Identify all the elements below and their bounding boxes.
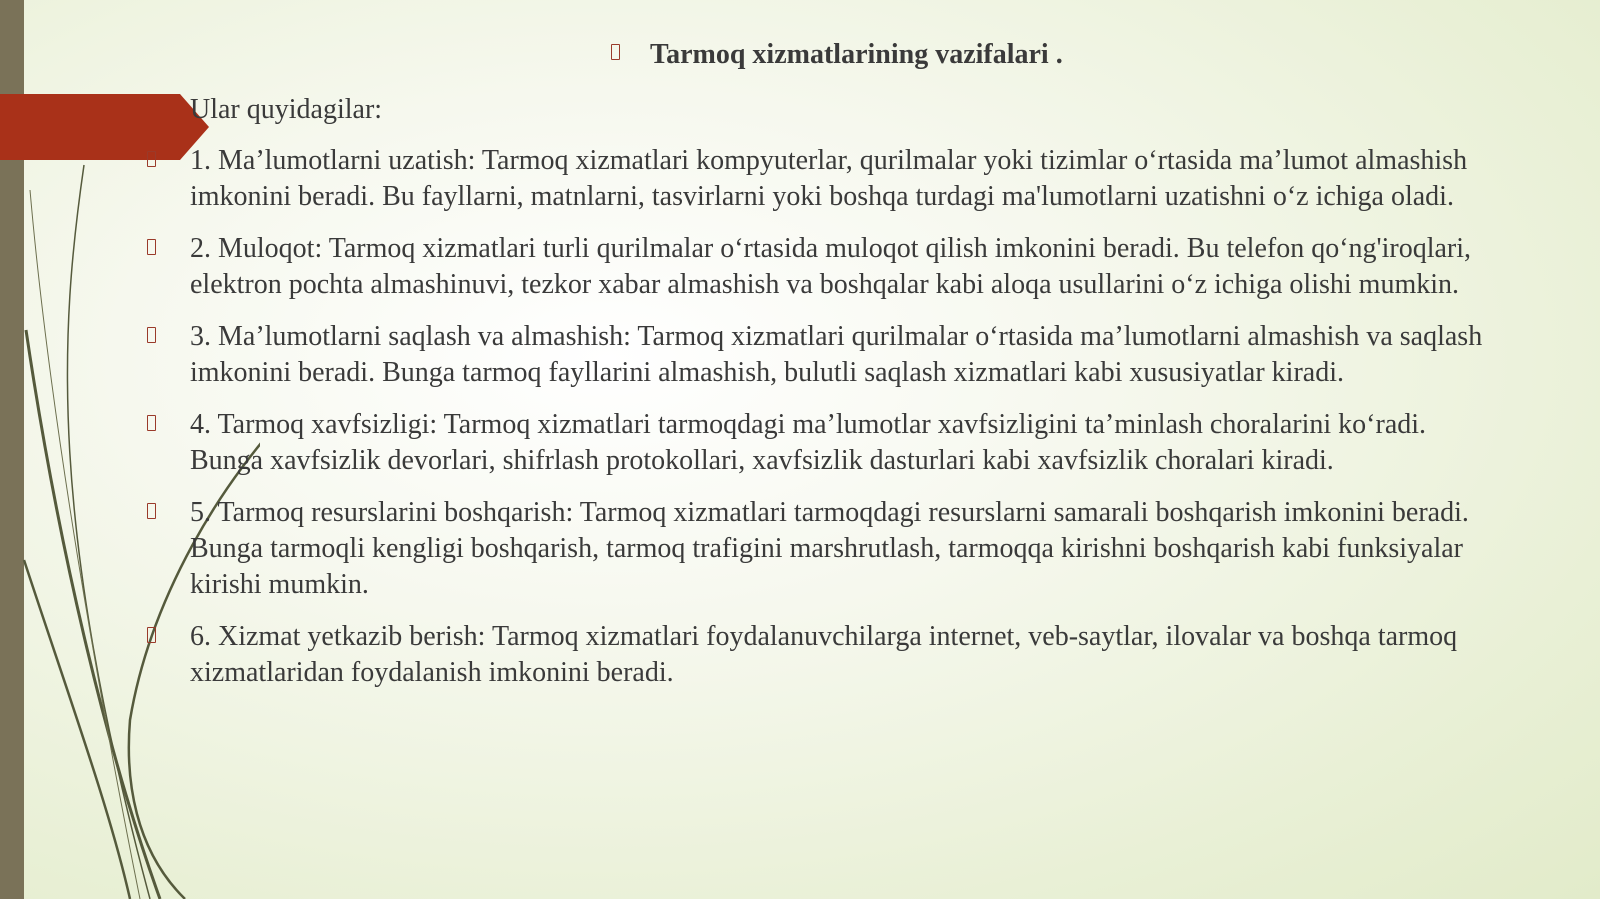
red-arrow-banner (0, 94, 209, 160)
bullet-box-icon (147, 627, 156, 643)
list-item (190, 319, 1490, 391)
bullet-box-icon (147, 415, 156, 431)
list-item (190, 495, 1490, 603)
list-item (190, 407, 1490, 479)
list-item (190, 231, 1490, 303)
bullet-box-icon (147, 327, 156, 343)
slide-title: Tarmoq xizmatlarining vazifalari . (650, 39, 1063, 70)
intro-text: Ular quyidagilar: (190, 94, 383, 125)
bullet-box-icon (147, 151, 156, 167)
list-item-text: 2. Muloqot: Tarmoq xizmatlari turli qurilmalar o‘rtasida muloqot qilish imkonini beradi. Bu telefon qo‘ng'iroqlari, elektron pochta almashinuvi, tezkor xabar almashish va boshqalar kabi aloqa usullarini o‘z ichiga olishi mumkin. (190, 233, 1471, 300)
list-item-text: 6. Xizmat yetkazib berish: Tarmoq xizmatlari foydalanuvchilarga internet, veb-saytlar, ilovalar va boshqa tarmoq xizmatlaridan foydalanish imkonini beradi. (190, 621, 1458, 688)
list-item (190, 619, 1490, 691)
list-item (190, 143, 1490, 215)
bullet-box-icon (611, 44, 620, 60)
slide-title-row (611, 38, 1063, 72)
bullet-list (190, 143, 1490, 707)
bullet-box-icon (147, 503, 156, 519)
list-item-text: 3. Ma’lumotlarni saqlash va almashish: Tarmoq xizmatlari qurilmalar o‘rtasida ma’lumotlarni almashish va saqlash imkonini beradi. Bunga tarmoq fayllarini almashish, bulutli saqlash xizmatlari kabi xususiyatlar kiradi. (190, 321, 1483, 388)
bullet-box-icon (147, 239, 156, 255)
list-item-text: 5. Tarmoq resurslarini boshqarish: Tarmoq xizmatlari tarmoqdagi resurslarni samarali boshqarish imkonini beradi. Bunga tarmoqli kengligi boshqarish, tarmoq trafigini marshrutlash, tarmoqqa kirishni boshqarish kabi funksiyalar kirishi mumkin. (190, 497, 1469, 600)
list-item-text: 4. Tarmoq xavfsizligi: Tarmoq xizmatlari tarmoqdagi ma’lumotlar xavfsizligini ta’minlash choralarini ko‘radi. Bunga xavfsizlik devorlari, shifrlash protokollari, xavfsizlik dasturlari kabi xavfsizlik choralari kiradi. (190, 409, 1427, 476)
list-item-text: 1. Ma’lumotlarni uzatish: Tarmoq xizmatlari kompyuterlar, qurilmalar yoki tizimlar o‘rtasida ma’lumot almashish imkonini beradi. Bu fayllarni, matnlarni, tasvirlarni yoki boshqa turdagi ma'lumotlarni uzatishni o‘z ichiga oladi. (190, 145, 1468, 212)
